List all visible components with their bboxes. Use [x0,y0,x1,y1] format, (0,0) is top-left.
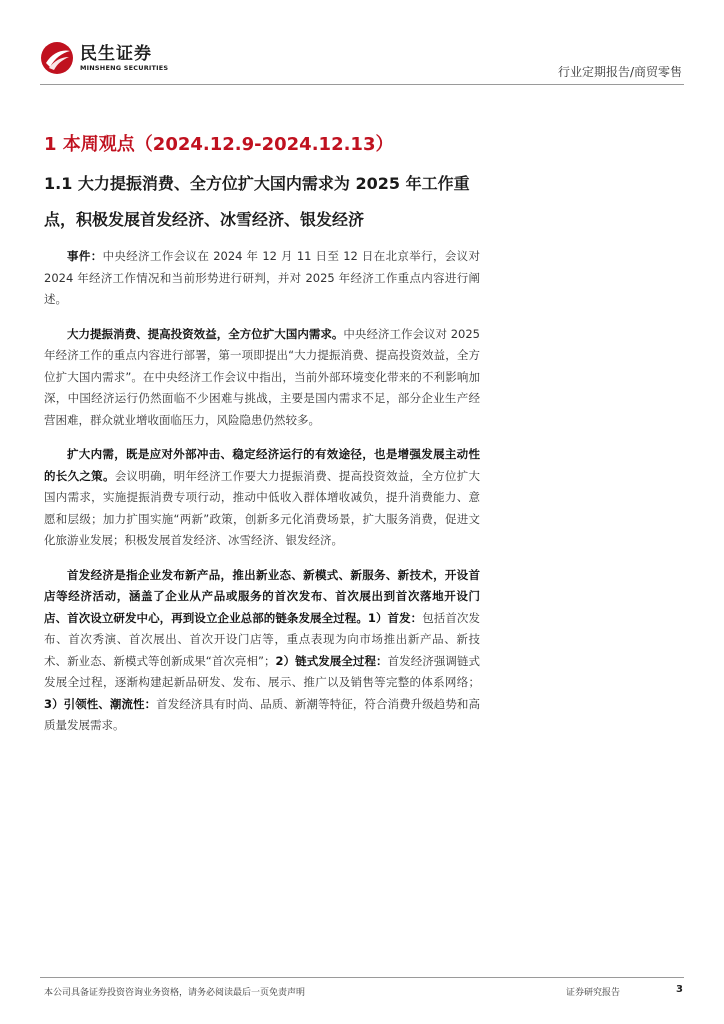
report-category: 行业定期报告/商贸零售 [557,65,682,79]
logo-english-name: MINSHENG SECURITIES [80,64,169,72]
segment: 首发经济具有时尚、品质、新潮等特征，符合消费升级趋势和高质量发展需求。 [44,696,480,732]
logo-chinese-name: 民生证券 [80,44,152,64]
segment: 3）引领性、潮流性： [44,696,157,711]
header-divider [40,84,684,85]
subsection-title: 1.1 大力提振消费、全方位扩大国内需求为 2025 年工作重点，积极发展首发经济、冰雪经济、银发经济 [44,174,470,229]
footer-disclaimer: 本公司具备证券投资咨询业务资格，请务必阅读最后一页免责声明 [44,988,306,998]
minsheng-logo-icon [40,41,74,75]
paragraph-lead: 扩大内需，既是应对外部冲击、稳定经济运行的有效途径，也是增强发展主动性的长久之策。 [44,447,480,483]
segment: 2）链式发展全过程： [275,653,388,668]
paragraph-lead: 大力提振消费、提高投资效益，全方位扩大国内需求。 [67,326,344,341]
paragraph-text: 中央经济工作会议对 2025 年经济工作的重点内容进行部署，第一项即提出“大力提振消费、提高投资效益，全方位扩大国内需求”。在中央经济工作会议中指出，当前外部环境变化带来的不利影响加深，中国经济运行仍然面临不少困难与挑战，主要是国内需求不足，部分企业生产经营困难，群众就业增收面临压力，风险隐患仍然较多。 [44,326,480,427]
segment: 首发经济强调链式发展全过程，逐渐构建起新品研发、发布、展示、推广以及销售等完整的体系网络； [44,653,480,689]
section-title: 1 本周观点（2024.12.9-2024.12.13） [44,134,394,155]
page-number: 3 [676,984,683,995]
paragraph-event [44,246,480,311]
paragraph-first-launch-economy [44,565,480,737]
footer-divider [40,977,684,978]
body-text [44,246,480,750]
paragraph-lead: 事件： [67,249,103,263]
paragraph-text: 中央经济工作会议在 2024 年 12 月 11 日至 12 日在北京举行，会议对 2024 年经济工作情况和当前形势进行研判，并对 2025 年经济工作重点内容进行阐述。 [44,249,480,306]
company-logo [40,38,168,78]
segment: 首发经济是指企业发布新产品，推出新业态、新模式、新服务、新技术，开设首店等经济活动，涵盖了企业从产品或服务的首次发布、首次展出到首次落地开设门店、首次设立研发中心，再到设立企业总部的链条发展全过程。1）首发： [44,567,480,625]
paragraph-domestic-demand [44,444,480,552]
page-header [40,38,684,86]
paragraph-text: 会议明确，明年经济工作要大力提振消费、提高投资效益，全方位扩大国内需求，实施提振消费专项行动，推动中低收入群体增收减负，提升消费能力、意愿和层级；加力扩围实施“两新”政策，创新多元化消费场景，扩大服务消费，促进文化旅游业发展；积极发展首发经济、冰雪经济、银发经济。 [44,468,480,547]
footer-report-type: 证券研究报告 [566,988,621,998]
segment: 包括首次发布、首次秀演、首次展出、首次开设门店等，重点表现为向市场推出新产品、新技术、新业态、新模式等创新成果“首次亮相”； [44,610,481,668]
paragraph-demand [44,324,480,432]
